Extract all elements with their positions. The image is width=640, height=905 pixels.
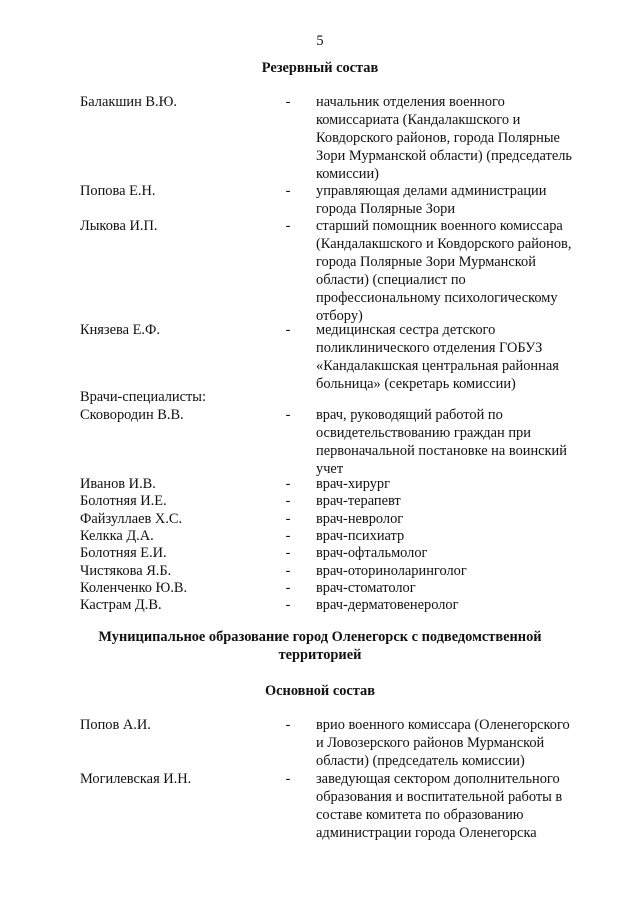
position-line: составе комитета по образованию xyxy=(316,807,524,823)
position-line: медицинская сестра детского xyxy=(316,322,496,338)
position-line: начальник отделения военного xyxy=(316,94,505,110)
position-line: освидетельствованию граждан при xyxy=(316,425,531,441)
person-position xyxy=(316,217,571,325)
person-name: Келкка Д.А. xyxy=(80,528,154,544)
person-name: Сковородин В.В. xyxy=(80,407,184,423)
person-position xyxy=(316,321,559,393)
person-name: Болотняя Е.И. xyxy=(80,545,167,561)
position-line: врач-невролог xyxy=(316,511,404,527)
position-line: города Полярные Зори xyxy=(316,201,456,217)
dash-separator: - xyxy=(285,322,291,338)
person-position xyxy=(316,562,467,580)
person-position xyxy=(316,492,401,510)
municipality-title-line: Муниципальное образование город Оленегорск с подведомственной xyxy=(98,629,542,645)
municipality-title xyxy=(0,628,640,664)
position-line: администрации города Оленегорска xyxy=(316,825,537,841)
person-name: Болотняя И.Е. xyxy=(80,493,167,509)
person-name: Кастрам Д.В. xyxy=(80,597,162,613)
position-line: комиссариата (Кандалакшского и xyxy=(316,112,521,128)
dash-separator: - xyxy=(285,563,291,579)
section-heading-main: Основной состав xyxy=(264,683,376,699)
municipality-title-line: территорией xyxy=(278,647,362,663)
position-line: врач-хирург xyxy=(316,476,391,492)
dash-separator: - xyxy=(285,183,291,199)
dash-separator: - xyxy=(285,771,291,787)
dash-separator: - xyxy=(285,580,291,596)
position-line: Зори Мурманской области) (председатель xyxy=(316,148,572,164)
position-line: «Кандалакшская центральная районная xyxy=(316,358,559,374)
person-position xyxy=(316,579,416,597)
person-position xyxy=(316,475,390,493)
position-line: учет xyxy=(316,461,344,477)
position-line: комиссии) xyxy=(316,166,379,182)
position-line: врач-офтальмолог xyxy=(316,545,428,561)
person-position xyxy=(316,596,459,614)
person-position xyxy=(316,716,570,770)
person-name: Могилевская И.Н. xyxy=(80,771,192,787)
position-line: врач-психиатр xyxy=(316,528,405,544)
person-name: Иванов И.В. xyxy=(80,476,156,492)
position-line: врач-дерматовенеролог xyxy=(316,597,459,613)
position-line: первоначальной постановке на воинский xyxy=(316,443,567,459)
person-name: Коленченко Ю.В. xyxy=(80,580,188,596)
dash-separator: - xyxy=(285,717,291,733)
dash-separator: - xyxy=(285,511,291,527)
person-name: Файзуллаев Х.С. xyxy=(80,511,183,527)
page-number: 5 xyxy=(316,33,324,49)
person-position xyxy=(316,182,546,218)
position-line: врач-стоматолог xyxy=(316,580,416,596)
position-line: врач-оториноларинголог xyxy=(316,563,467,579)
dash-separator: - xyxy=(285,493,291,509)
person-name: Балакшин В.Ю. xyxy=(80,94,178,110)
person-position xyxy=(316,510,403,528)
person-position xyxy=(316,770,562,842)
person-position xyxy=(316,93,572,183)
position-line: управляющая делами администрации xyxy=(316,183,547,199)
dash-separator: - xyxy=(285,528,291,544)
position-line: (Кандалакшского и Ковдорского районов, xyxy=(316,236,572,252)
doctors-label: Врачи-специалисты: xyxy=(80,389,206,405)
position-line: области) (председатель комиссии) xyxy=(316,753,525,769)
position-line: старший помощник военного комиссара xyxy=(316,218,563,234)
dash-separator: - xyxy=(285,545,291,561)
position-line: заведующая сектором дополнительного xyxy=(316,771,560,787)
person-position xyxy=(316,544,427,562)
person-name: Лыкова И.П. xyxy=(80,218,158,234)
position-line: поликлинического отделения ГОБУЗ xyxy=(316,340,543,356)
person-name: Попова Е.Н. xyxy=(80,183,156,199)
dash-separator: - xyxy=(285,218,291,234)
position-line: образования и воспитательной работы в xyxy=(316,789,563,805)
position-line: отбору) xyxy=(316,308,363,324)
position-line: врио военного комиссара (Оленегорского xyxy=(316,717,570,733)
position-line: и Ловозерского районов Мурманской xyxy=(316,735,545,751)
position-line: врач-терапевт xyxy=(316,493,401,509)
dash-separator: - xyxy=(285,597,291,613)
position-line: города Полярные Зори Мурманской xyxy=(316,254,536,270)
person-name: Чистякова Я.Б. xyxy=(80,563,172,579)
person-position xyxy=(316,406,567,478)
dash-separator: - xyxy=(285,476,291,492)
position-line: профессиональному психологическому xyxy=(316,290,558,306)
position-line: больница» (секретарь комиссии) xyxy=(316,376,516,392)
section-heading-reserve: Резервный состав xyxy=(261,60,379,76)
person-name: Попов А.И. xyxy=(80,717,151,733)
person-position xyxy=(316,527,404,545)
position-line: Ковдорского районов, города Полярные xyxy=(316,130,560,146)
dash-separator: - xyxy=(285,407,291,423)
person-name: Князева Е.Ф. xyxy=(80,322,160,338)
position-line: врач, руководящий работой по xyxy=(316,407,503,423)
position-line: области) (специалист по xyxy=(316,272,466,288)
dash-separator: - xyxy=(285,94,291,110)
